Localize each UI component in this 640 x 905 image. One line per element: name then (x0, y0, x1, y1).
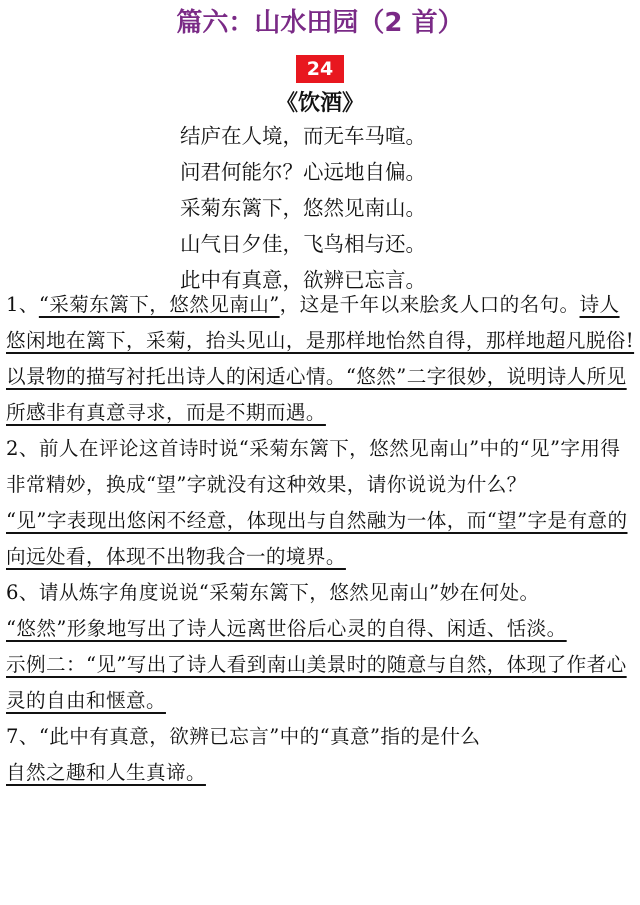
answer-7 (6, 755, 636, 791)
poem-line: 结庐在人境，而无车马喧。 (180, 124, 426, 148)
poem-line: 此中有真意，欲辨已忘言。 (180, 268, 426, 292)
answer-1: 诗人悠闲地在篱下，采菊，抬头见山，是那样地怡然自得，那样地超凡脱俗!以景物的描写衬托出诗人的闲适心情。“悠然”二字很妙，说明诗人所见所感非有真意寻求，而是不期而遇。 (6, 293, 635, 424)
question-7: 7、“此中有真意，欲辨已忘言”中的“真意”指的是什么 (6, 725, 481, 748)
poem-line: 问君何能尔？心远地自偏。 (180, 160, 426, 184)
number-badge: 24 (296, 55, 344, 83)
question-2: 2、前人在评论这首诗时说“采菊东篱下，悠然见南山”中的“见”字用得非常精妙，换成“望”字就没有这种效果，请你说说为什么？ (6, 437, 621, 496)
answer-7-text: 自然之趣和人生真谛。 (6, 761, 206, 784)
poem-line: 山气日夕佳，飞鸟相与还。 (180, 232, 426, 256)
answer-2 (6, 503, 636, 575)
answer-6a-text: “悠然”形象地写出了诗人远离世俗后心灵的自得、闲适、恬淡。 (6, 617, 567, 640)
answer-6a (6, 611, 636, 647)
questions-and-answers (6, 287, 636, 791)
answer-2-text: “见”字表现出悠闲不经意，体现出与自然融为一体，而“望”字是有意的向远处看，体现不出物我合一的境界。 (6, 509, 628, 568)
question-6: 6、请从炼字角度说说“采菊东篱下，悠然见南山”妙在何处。 (6, 581, 540, 604)
question-1-number: 1、 (6, 293, 39, 316)
poem-line: 采菊东篱下，悠然见南山。 (180, 196, 426, 220)
question-1-text: ，这是千年以来脍炙人口的名句。 (279, 293, 580, 316)
poem-title: 《饮酒》 (275, 90, 364, 116)
answer-6b (6, 647, 636, 719)
section-title: 篇六：山水田园（2 首） (176, 8, 464, 38)
poem-body (180, 118, 620, 298)
question-1-quote: “采菊东篱下，悠然见南山” (38, 293, 280, 316)
answer-6b-text: 示例二：“见”写出了诗人看到南山美景时的随意与自然，体现了作者心灵的自由和惬意。 (6, 653, 627, 712)
question-1 (6, 287, 636, 431)
